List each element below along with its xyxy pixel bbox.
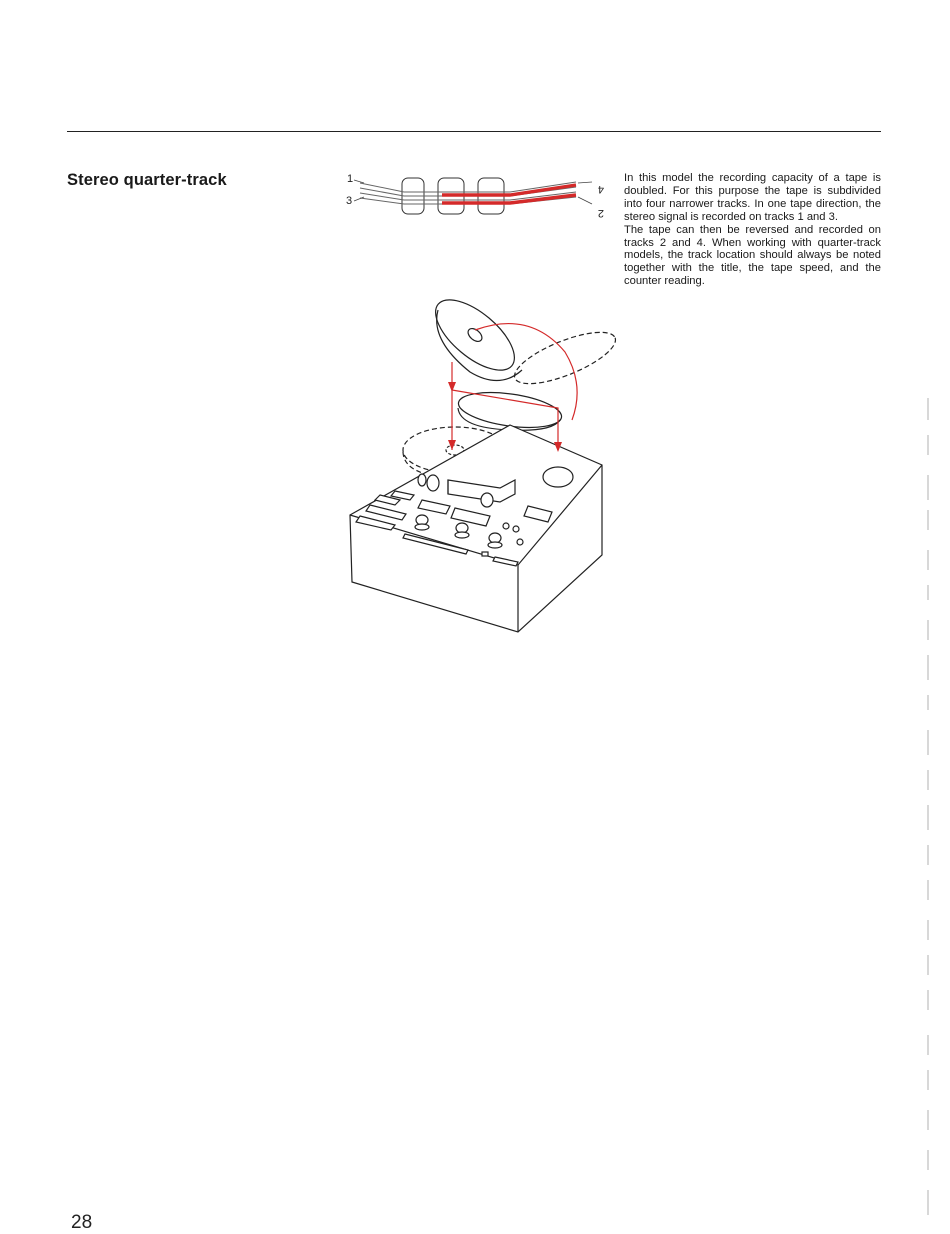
reel-flipped-dashed	[509, 322, 622, 394]
track-label-4-mirrored: 4	[597, 183, 604, 195]
takeup-spindle	[543, 467, 573, 487]
header-rule	[67, 131, 881, 132]
track-label-3: 3	[346, 195, 353, 207]
body-paragraph-1: In this model the recording capacity of a tape is doubled. For this purpose the tape is subdivided into four narrower tracks. In one tape direction, the stereo signal is recorded on tracks 1 and 3.	[624, 172, 881, 223]
body-text	[624, 172, 881, 288]
track-label-1: 1	[347, 173, 354, 185]
tape-recorder-illustration	[340, 290, 625, 635]
reel-upper	[424, 290, 526, 383]
section-heading: Stereo quarter-track	[67, 171, 227, 189]
tape-tracks	[360, 182, 576, 204]
tape-head-diagram	[340, 168, 620, 220]
scan-edge-marks	[918, 390, 950, 1228]
track-label-2-mirrored: 2	[597, 207, 604, 219]
page-number: 28	[71, 1212, 93, 1233]
body-paragraph-2: The tape can then be reversed and recorded on tracks 2 and 4. When working with quarter-track models, the track location should always be noted together with the title, the tape speed, and the counter reading.	[624, 223, 881, 288]
